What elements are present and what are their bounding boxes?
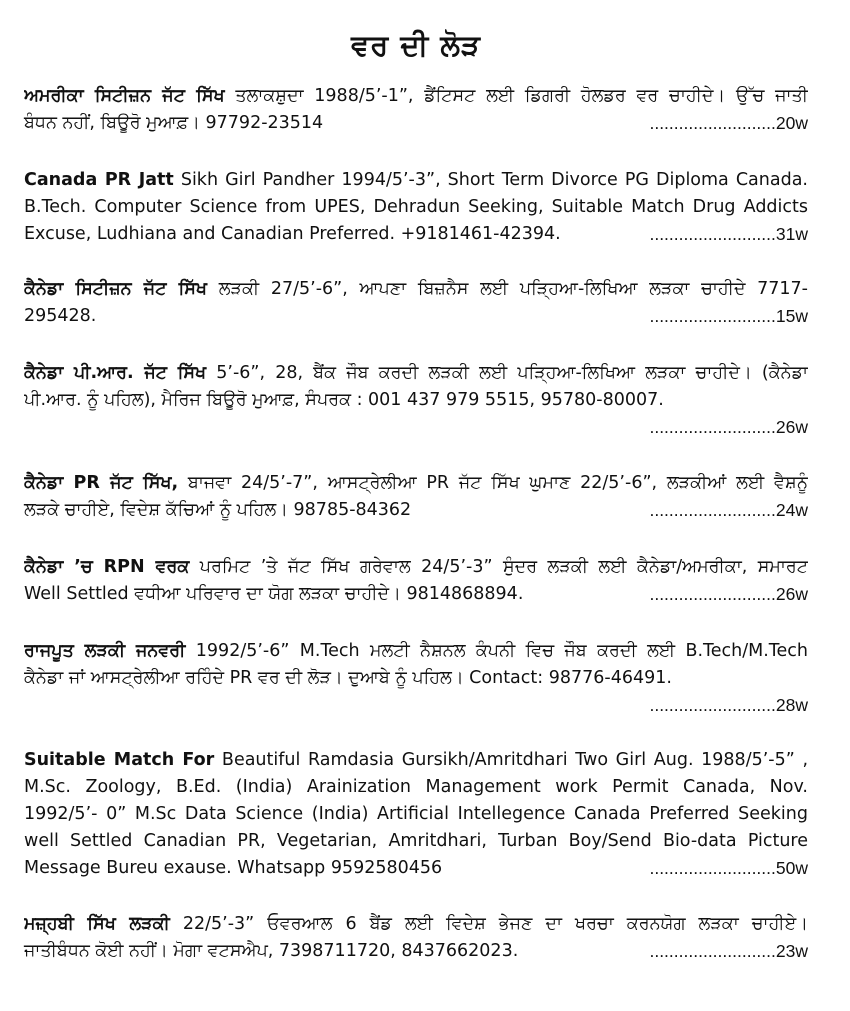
ad-last-row	[24, 110, 808, 137]
ad-text: Beautiful Ramdasia Gursikh/Amritdhari Two Girl Aug. 1988/5’-5” ,	[214, 750, 808, 770]
ad-price: ..........................28w	[649, 695, 808, 715]
page-title: ਵਰ ਦੀ ਲੋੜ	[351, 28, 481, 62]
ad-line	[24, 638, 808, 665]
ad-line: ਪੀ.ਆਰ. ਨੂੰ ਪਹਿਲ), ਮੈਰਿਜ ਬਿਊਰੋ ਮੁਆਫ਼, ਸੰਪਰਕ : 001 437 979 5515, 95780-80007.	[24, 390, 664, 410]
ad-line	[24, 83, 808, 110]
ad-lead: ਕੈਨੇਡਾ ’ਚ RPN ਵਰਕ	[24, 557, 190, 577]
ad-item	[24, 638, 808, 719]
ad-text: ਲੜਕੇ ਚਾਹੀਏ, ਵਿਦੇਸ਼ ਕੱਚਿਆਂ ਨੂੰ ਪਹਿਲ। 98785-84362	[24, 500, 412, 520]
ad-last-row	[24, 692, 808, 719]
ad-item	[24, 554, 808, 608]
ad-lead: Suitable Match For	[24, 750, 215, 770]
ad-text: 5’-6”, 28, ਬੈਂਕ ਜੌਬ ਕਰਦੀ ਲੜਕੀ ਲਈ ਪੜ੍ਹਿਆ-ਲਿਖਿਆ ਲੜਕਾ ਚਾਹੀਦੇ। (ਕੈਨੇਡਾ	[206, 363, 808, 383]
ad-line: B.Tech. Computer Science from UPES, Dehradun Seeking, Suitable Match Drug Addicts	[24, 197, 808, 217]
ad-item	[24, 83, 808, 137]
ad-line	[24, 360, 808, 387]
ad-line: 1992/5’- 0” M.Sc Data Science (India) Artificial Intellegence Canada Preferred Seeking	[24, 804, 808, 824]
ad-text: 295428.	[24, 306, 97, 326]
ad-lead: ਅਮਰੀਕਾ ਸਿਟੀਜ਼ਨ ਜੱਟ ਸਿੱਖ	[24, 86, 225, 106]
ad-line: ਕੈਨੇਡਾ ਜਾਂ ਆਸਟ੍ਰੇਲੀਆ ਰਹਿੰਦੇ PR ਵਰ ਦੀ ਲੋੜ। ਦੁਆਬੇ ਨੂੰ ਪਹਿਲ। Contact: 98776-46491.	[24, 668, 672, 688]
ad-last-row	[24, 938, 808, 965]
ad-last-row	[24, 497, 808, 524]
ad-line	[24, 167, 808, 194]
ad-item	[24, 360, 808, 441]
ad-text: Sikh Girl Pandher 1994/5’-3”, Short Term Divorce PG Diploma Canada.	[173, 170, 808, 190]
ad-lead: ਕੈਨੇਡਾ ਸਿਟੀਜ਼ਨ ਜੱਟ ਸਿੱਖ	[24, 279, 208, 299]
ad-line	[24, 276, 808, 303]
ad-lead: ਕੈਨੇਡਾ ਪੀ.ਆਰ. ਜੱਟ ਸਿੱਖ	[24, 363, 207, 383]
ad-item	[24, 470, 808, 524]
ad-text: ਪਰਮਿਟ ’ਤੇ ਜੱਟ ਸਿੱਖ ਗਰੇਵਾਲ 24/5’-3” ਸੁੰਦਰ ਲੜਕੀ ਲਈ ਕੈਨੇਡਾ/ਅਮਰੀਕਾ, ਸਮਾਰਟ	[189, 557, 808, 577]
ad-text: Excuse, Ludhiana and Canadian Preferred. +9181461-42394.	[24, 224, 561, 244]
ad-price: ..........................24w	[649, 500, 808, 520]
ad-price: ..........................50w	[649, 858, 808, 878]
ad-line	[24, 554, 808, 581]
ad-lead: ਰਾਜਪੂਤ ਲੜਕੀ ਜਨਵਰੀ	[24, 641, 186, 661]
ad-last-row	[24, 303, 808, 330]
ad-line	[24, 470, 808, 497]
ad-text: ਤਲਾਕਸ਼ੁਦਾ 1988/5’-1”, ਡੈਂਟਿਸਟ ਲਈ ਡਿਗਰੀ ਹੋਲਡਰ ਵਰ ਚਾਹੀਦੇ। ਉੱਚ ਜਾਤੀ	[224, 86, 808, 106]
ad-item	[24, 167, 808, 248]
ad-price: ..........................31w	[649, 224, 808, 244]
ad-text: ਬਾਜਵਾ 24/5’-7”, ਆਸਟ੍ਰੇਲੀਆ PR ਜੱਟ ਸਿੱਖ ਘੁਮਾਣ 22/5’-6”, ਲੜਕੀਆਂ ਲਈ ਵੈਸ਼ਨੂੰ	[178, 473, 808, 493]
ad-item	[24, 747, 808, 882]
ad-text: ਲੜਕੀ 27/5’-6”, ਆਪਣਾ ਬਿਜ਼ਨੈਸ ਲਈ ਪੜ੍ਹਿਆ-ਲਿਖਿਆ ਲੜਕਾ ਚਾਹੀਦੇ 7717-	[207, 279, 808, 299]
ad-price: ..........................26w	[649, 584, 808, 604]
ad-last-row	[24, 855, 808, 882]
ad-line	[24, 911, 808, 938]
ad-line: M.Sc. Zoology, B.Ed. (India) Arainization Management work Permit Canada, Nov.	[24, 777, 808, 797]
ad-item	[24, 911, 808, 965]
ad-price: ..........................26w	[649, 417, 808, 437]
ad-line	[24, 747, 808, 774]
ad-text: 1992/5’-6” M.Tech ਮਲਟੀ ਨੈਸ਼ਨਲ ਕੰਪਨੀ ਵਿਚ ਜੌਬ ਕਰਦੀ ਲਈ B.Tech/M.Tech	[185, 641, 808, 661]
ad-line: well Settled Canadian PR, Vegetarian, Amritdhari, Turban Boy/Send Bio-data Picture	[24, 831, 808, 851]
ad-price: ..........................23w	[649, 941, 808, 961]
ad-lead: ਕੈਨੇਡਾ PR ਜੱਟ ਸਿੱਖ,	[24, 473, 179, 493]
ad-text: Message Bureu exause. Whatsapp 9592580456	[24, 858, 443, 878]
ad-price: ..........................15w	[649, 306, 808, 326]
ad-item	[24, 276, 808, 330]
ad-price: ..........................20w	[649, 113, 808, 133]
ad-last-row	[24, 414, 808, 441]
ad-lead: Canada PR Jatt	[24, 170, 174, 190]
ad-text: 22/5’-3” ਓਵਰਆਲ 6 ਬੈਂਡ ਲਈ ਵਿਦੇਸ਼ ਭੇਜਣ ਦਾ ਖਰਚਾ ਕਰਨਯੋਗ ਲੜਕਾ ਚਾਹੀਏ।	[169, 914, 808, 934]
ad-last-row	[24, 581, 808, 608]
ad-text: ਬੰਧਨ ਨਹੀਂ, ਬਿਊਰੋ ਮੁਆਫ਼। 97792-23514	[24, 113, 324, 133]
ad-lead: ਮਜ਼੍ਹਬੀ ਸਿੱਖ ਲੜਕੀ	[24, 914, 170, 934]
ad-last-row	[24, 221, 808, 248]
ad-text: Well Settled ਵਧੀਆ ਪਰਿਵਾਰ ਦਾ ਯੋਗ ਲੜਕਾ ਚਾਹੀਦੇ। 9814868894.	[24, 584, 524, 604]
ad-text: ਜਾਤੀਬੰਧਨ ਕੋਈ ਨਹੀਂ। ਮੋਗਾ ਵਟਸਐਪ, 7398711720, 8437662023.	[24, 941, 519, 961]
